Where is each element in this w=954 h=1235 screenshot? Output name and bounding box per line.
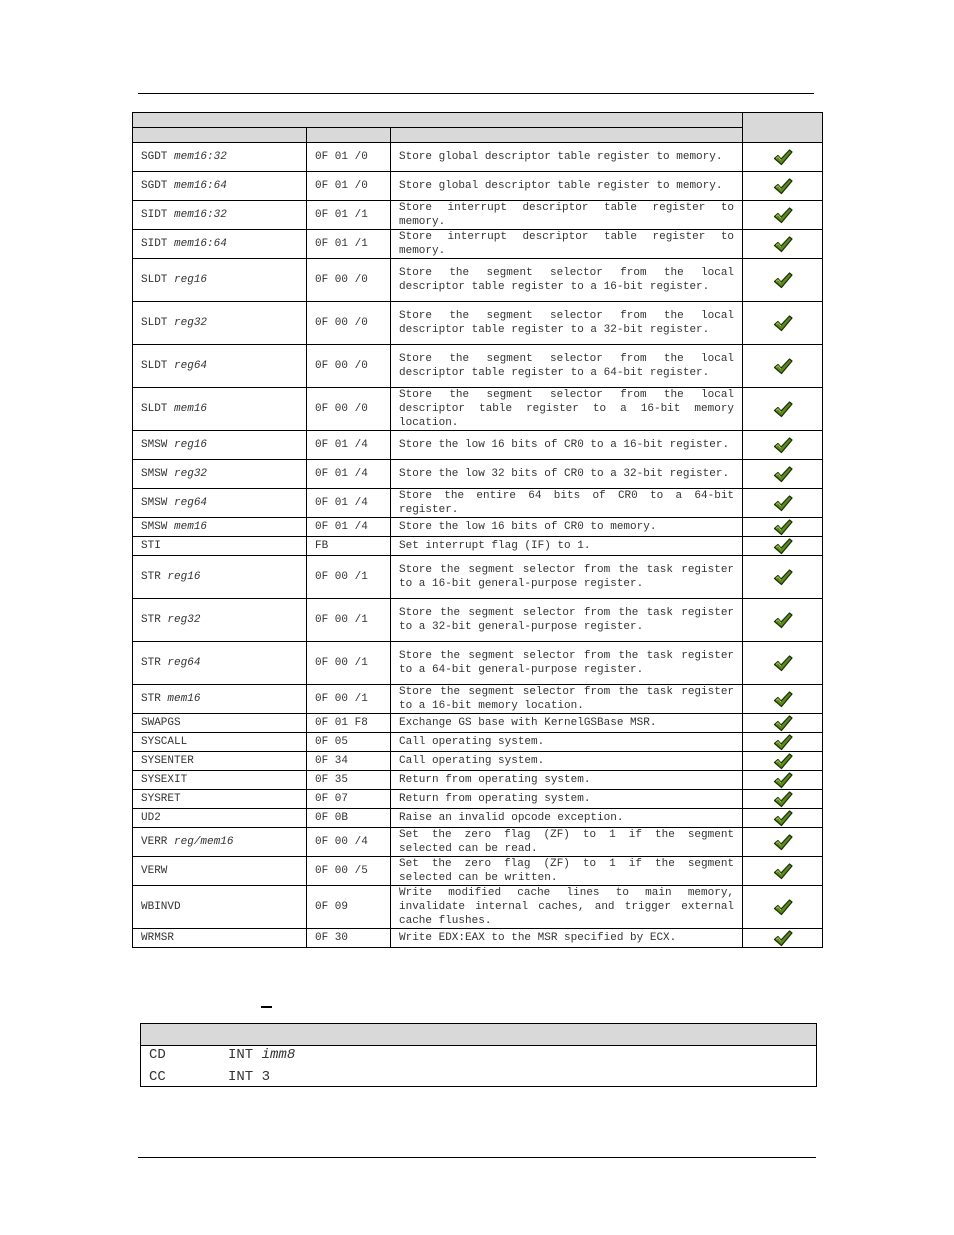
mnemonic: STR — [141, 571, 161, 583]
support-cell — [743, 685, 823, 714]
description-cell: Store the segment selector from the task register to a 32-bit general-purpose register. — [391, 599, 743, 642]
table-row — [133, 518, 823, 537]
support-cell — [743, 230, 823, 259]
opcode-cell: 0F 01 /4 — [307, 431, 391, 460]
operand: mem16 — [167, 693, 201, 705]
support-cell — [743, 460, 823, 489]
support-cell — [743, 642, 823, 685]
operand: reg16 — [174, 274, 208, 286]
table-row — [133, 302, 823, 345]
table-row — [133, 143, 823, 172]
support-cell — [743, 771, 823, 790]
support-cell — [743, 518, 823, 537]
support-cell — [743, 790, 823, 809]
mnemonic-cell — [133, 556, 307, 599]
description-cell: Set interrupt flag (IF) to 1. — [391, 537, 743, 556]
description-cell: Store the segment selector from the local descriptor table register to a 16-bit register. — [391, 259, 743, 302]
mnemonic: SIDT — [141, 209, 168, 221]
int-table — [140, 1023, 817, 1087]
description-cell: Set the zero flag (ZF) to 1 if the segment selected can be written. — [391, 857, 743, 886]
mnemonic-cell — [133, 886, 307, 929]
support-cell — [743, 714, 823, 733]
mnemonic-cell — [133, 518, 307, 537]
mnemonic: SLDT — [141, 403, 168, 415]
operand: reg16 — [174, 439, 208, 451]
description-cell: Call operating system. — [391, 733, 743, 752]
support-cell — [743, 886, 823, 929]
support-cell — [743, 828, 823, 857]
operand: mem16 — [174, 521, 208, 533]
checkmark-icon — [743, 178, 822, 195]
mnemonic: WBINVD — [141, 901, 181, 913]
support-cell — [743, 857, 823, 886]
description-cell: Write modified cache lines to main memory, invalidate internal caches, and trigger external cache flushes. — [391, 886, 743, 929]
mnemonic-cell — [133, 685, 307, 714]
checkmark-icon — [743, 715, 822, 732]
table-row — [133, 828, 823, 857]
description-cell: Set the zero flag (ZF) to 1 if the segment selected can be read. — [391, 828, 743, 857]
operand: reg32 — [167, 614, 201, 626]
table-row — [133, 809, 823, 828]
opcode-cell: 0F 01 /1 — [307, 201, 391, 230]
checkmark-icon — [743, 401, 822, 418]
mnemonic-cell — [133, 599, 307, 642]
support-cell — [743, 201, 823, 230]
mnemonic-cell — [133, 345, 307, 388]
checkmark-icon — [743, 930, 822, 947]
table-row — [133, 642, 823, 685]
mnemonic-cell — [133, 857, 307, 886]
support-cell — [743, 143, 823, 172]
support-cell — [743, 929, 823, 948]
mnemonic: SYSCALL — [141, 736, 188, 748]
mnemonic-cell — [133, 752, 307, 771]
operand: mem16:32 — [174, 209, 227, 221]
support-cell — [743, 345, 823, 388]
description-cell: Return from operating system. — [391, 790, 743, 809]
operand: reg64 — [167, 657, 201, 669]
mnemonic-cell — [133, 771, 307, 790]
int-row — [149, 1067, 270, 1087]
checkmark-icon — [743, 863, 822, 880]
opcode-cell: 0F 00 /0 — [307, 302, 391, 345]
mnemonic-cell — [133, 489, 307, 518]
subheader-cell-opcode — [307, 128, 391, 143]
checkmark-icon — [743, 753, 822, 770]
int-table-header — [141, 1024, 816, 1046]
opcode-cell: 0F 00 /1 — [307, 556, 391, 599]
table-row — [133, 599, 823, 642]
mnemonic-cell — [133, 714, 307, 733]
header-cell-support — [743, 113, 823, 143]
support-cell — [743, 259, 823, 302]
opcode-cell: 0F 30 — [307, 929, 391, 948]
checkmark-icon — [743, 655, 822, 672]
table-row — [133, 172, 823, 201]
operand: mem16:64 — [174, 238, 227, 250]
table-row — [133, 201, 823, 230]
mnemonic: SWAPGS — [141, 717, 181, 729]
checkmark-icon — [743, 207, 822, 224]
header-cell — [133, 113, 743, 128]
checkmark-icon — [743, 495, 822, 512]
opcode-cell: 0F 00 /1 — [307, 642, 391, 685]
mnemonic: SIDT — [141, 238, 168, 250]
mnemonic-cell — [133, 809, 307, 828]
mnemonic: SMSW — [141, 521, 168, 533]
operand: mem16:32 — [174, 151, 227, 163]
support-cell — [743, 599, 823, 642]
description-cell: Write EDX:EAX to the MSR specified by ECX. — [391, 929, 743, 948]
mnemonic: SGDT — [141, 180, 168, 192]
mnemonic: SMSW — [141, 497, 168, 509]
mnemonic: SMSW — [141, 439, 168, 451]
mnemonic: SGDT — [141, 151, 168, 163]
int-operand: imm8 — [261, 1047, 296, 1063]
description-cell: Return from operating system. — [391, 771, 743, 790]
opcode-cell: FB — [307, 537, 391, 556]
mnemonic: UD2 — [141, 812, 161, 824]
opcode-cell: 0F 01 /0 — [307, 172, 391, 201]
support-cell — [743, 489, 823, 518]
opcode-cell: 0F 0B — [307, 809, 391, 828]
description-cell: Store the segment selector from the task register to a 16-bit general-purpose register. — [391, 556, 743, 599]
description-cell: Store global descriptor table register to memory. — [391, 143, 743, 172]
opcode-cell: 0F 34 — [307, 752, 391, 771]
description-cell: Store the low 16 bits of CR0 to memory. — [391, 518, 743, 537]
description-cell: Store the segment selector from the local descriptor table register to a 16-bit memory location. — [391, 388, 743, 431]
description-cell: Store the entire 64 bits of CR0 to a 64-bit register. — [391, 489, 743, 518]
int-operand: 3 — [261, 1069, 271, 1085]
description-cell: Store the segment selector from the local descriptor table register to a 64-bit register. — [391, 345, 743, 388]
opcode-cell: 0F 00 /4 — [307, 828, 391, 857]
mnemonic-cell — [133, 388, 307, 431]
header-rule — [138, 93, 814, 94]
description-cell: Exchange GS base with KernelGSBase MSR. — [391, 714, 743, 733]
table-row — [133, 857, 823, 886]
description-cell: Store the segment selector from the task register to a 64-bit general-purpose register. — [391, 642, 743, 685]
operand: reg32 — [174, 468, 208, 480]
support-cell — [743, 537, 823, 556]
operand: reg/mem16 — [174, 836, 234, 848]
mnemonic-cell — [133, 302, 307, 345]
description-cell: Store the low 32 bits of CR0 to a 32-bit register. — [391, 460, 743, 489]
mnemonic-cell — [133, 143, 307, 172]
opcode-cell: 0F 01 /4 — [307, 489, 391, 518]
checkmark-icon — [743, 612, 822, 629]
description-cell: Store the segment selector from the local descriptor table register to a 32-bit register. — [391, 302, 743, 345]
support-cell — [743, 302, 823, 345]
table-row — [133, 886, 823, 929]
checkmark-icon — [743, 358, 822, 375]
checkmark-icon — [743, 149, 822, 166]
table-subheader-row — [133, 128, 823, 143]
int-opcode: CD — [149, 1047, 166, 1063]
support-cell — [743, 733, 823, 752]
description-cell: Store interrupt descriptor table register to memory. — [391, 201, 743, 230]
opcode-cell: 0F 05 — [307, 733, 391, 752]
description-cell: Store global descriptor table register to memory. — [391, 172, 743, 201]
opcode-cell: 0F 01 F8 — [307, 714, 391, 733]
support-cell — [743, 431, 823, 460]
opcode-cell: 0F 00 /1 — [307, 685, 391, 714]
mnemonic-cell — [133, 828, 307, 857]
mnemonic: STR — [141, 693, 161, 705]
mnemonic-cell — [133, 642, 307, 685]
checkmark-icon — [743, 734, 822, 751]
mnemonic: SLDT — [141, 274, 168, 286]
table-row — [133, 388, 823, 431]
opcode-cell: 0F 01 /4 — [307, 460, 391, 489]
table-row — [133, 929, 823, 948]
table-row — [133, 790, 823, 809]
int-mnemonic: INT — [228, 1047, 254, 1063]
support-cell — [743, 556, 823, 599]
checkmark-icon — [743, 538, 822, 555]
mnemonic: SLDT — [141, 360, 168, 372]
operand: mem16 — [174, 403, 208, 415]
instruction-table — [132, 112, 823, 948]
mnemonic: WRMSR — [141, 932, 175, 944]
description-cell: Store the low 16 bits of CR0 to a 16-bit register. — [391, 431, 743, 460]
table-row — [133, 489, 823, 518]
operand: reg64 — [174, 497, 208, 509]
checkmark-icon — [743, 772, 822, 789]
opcode-cell: 0F 07 — [307, 790, 391, 809]
checkmark-icon — [743, 315, 822, 332]
description-cell: Raise an invalid opcode exception. — [391, 809, 743, 828]
table-row — [133, 460, 823, 489]
checkmark-icon — [743, 569, 822, 586]
table-row — [133, 685, 823, 714]
checkmark-icon — [743, 691, 822, 708]
opcode-cell: 0F 01 /4 — [307, 518, 391, 537]
mnemonic: SYSENTER — [141, 755, 194, 767]
opcode-cell: 0F 35 — [307, 771, 391, 790]
table-header-row — [133, 113, 823, 128]
checkmark-icon — [743, 466, 822, 483]
opcode-cell: 0F 01 /1 — [307, 230, 391, 259]
mnemonic: SYSEXIT — [141, 774, 188, 786]
checkmark-icon — [743, 810, 822, 827]
table-row — [133, 714, 823, 733]
mnemonic: VERW — [141, 865, 168, 877]
opcode-cell: 0F 00 /1 — [307, 599, 391, 642]
int-opcode: CC — [149, 1069, 166, 1085]
checkmark-icon — [743, 834, 822, 851]
checkmark-icon — [743, 519, 822, 536]
footer-rule — [138, 1157, 816, 1158]
mnemonic-cell — [133, 460, 307, 489]
table-row — [133, 259, 823, 302]
opcode-cell: 0F 01 /0 — [307, 143, 391, 172]
mnemonic-cell — [133, 733, 307, 752]
subheader-cell-description — [391, 128, 743, 143]
checkmark-icon — [743, 272, 822, 289]
table-row — [133, 771, 823, 790]
support-cell — [743, 388, 823, 431]
opcode-cell: 0F 00 /0 — [307, 388, 391, 431]
mnemonic: SYSRET — [141, 793, 181, 805]
table-row — [133, 537, 823, 556]
table-row — [133, 556, 823, 599]
description-cell: Store the segment selector from the task register to a 16-bit memory location. — [391, 685, 743, 714]
int-row — [149, 1045, 295, 1065]
mnemonic-cell — [133, 172, 307, 201]
opcode-cell: 0F 00 /0 — [307, 259, 391, 302]
table-row — [133, 752, 823, 771]
description-cell: Store interrupt descriptor table register to memory. — [391, 230, 743, 259]
mnemonic: STI — [141, 540, 161, 552]
checkmark-icon — [743, 791, 822, 808]
operand: reg16 — [167, 571, 201, 583]
support-cell — [743, 752, 823, 771]
support-cell — [743, 172, 823, 201]
opcode-cell: 0F 09 — [307, 886, 391, 929]
opcode-cell: 0F 00 /0 — [307, 345, 391, 388]
table-row — [133, 345, 823, 388]
subheader-cell-mnemonic — [133, 128, 307, 143]
mnemonic: VERR — [141, 836, 168, 848]
int-mnemonic: INT — [228, 1069, 254, 1085]
mnemonic-cell — [133, 259, 307, 302]
mnemonic-cell — [133, 201, 307, 230]
mnemonic-cell — [133, 537, 307, 556]
support-cell — [743, 809, 823, 828]
table-row — [133, 733, 823, 752]
operand: reg32 — [174, 317, 208, 329]
mnemonic-cell — [133, 929, 307, 948]
operand: reg64 — [174, 360, 208, 372]
table-row — [133, 431, 823, 460]
mnemonic: STR — [141, 614, 161, 626]
mnemonic-cell — [133, 230, 307, 259]
checkmark-icon — [743, 899, 822, 916]
mnemonic-cell — [133, 790, 307, 809]
section-dash — [261, 1006, 272, 1008]
opcode-cell: 0F 00 /5 — [307, 857, 391, 886]
mnemonic: STR — [141, 657, 161, 669]
operand: mem16:64 — [174, 180, 227, 192]
mnemonic-cell — [133, 431, 307, 460]
mnemonic: SLDT — [141, 317, 168, 329]
table-row — [133, 230, 823, 259]
mnemonic: SMSW — [141, 468, 168, 480]
checkmark-icon — [743, 236, 822, 253]
checkmark-icon — [743, 437, 822, 454]
description-cell: Call operating system. — [391, 752, 743, 771]
